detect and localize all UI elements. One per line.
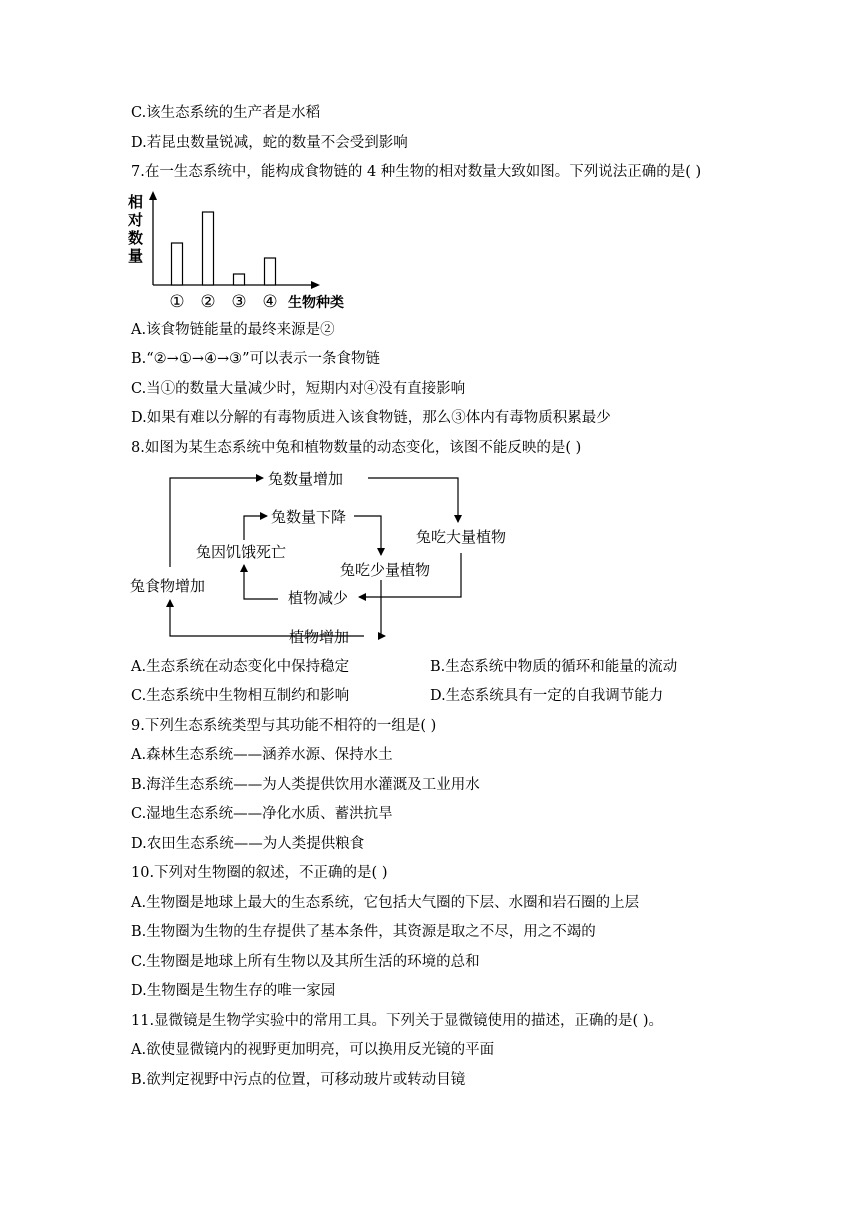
node-food-increase: 兔食物增加 <box>130 577 206 595</box>
bar-1 <box>172 243 183 285</box>
node-rabbit-increase: 兔数量增加 <box>268 470 344 488</box>
ylabel-char-3: 数 <box>128 229 144 247</box>
category-label-1: ① <box>169 292 185 312</box>
q7-bar-chart <box>128 190 368 315</box>
bar-4 <box>265 258 276 285</box>
q7-option-b: B.“②→①→④→③”可以表示一条食物链 <box>131 351 381 367</box>
q10-option-a: A.生物圈是地球上最大的生态系统，它包括大气圈的下层、水圈和岩石圈的上层 <box>131 895 640 911</box>
bar-2 <box>203 212 214 285</box>
q8-option-d: D.生态系统具有一定的自我调节能力 <box>430 688 664 704</box>
q11-option-b: B.欲判定视野中污点的位置，可移动玻片或转动目镜 <box>131 1072 466 1088</box>
node-rabbit-starve: 兔因饥饿死亡 <box>196 543 287 561</box>
q9-option-c: C.湿地生态系统——净化水质、蓄洪抗旱 <box>131 806 393 822</box>
q10-stem: 10.下列对生物圈的叙述，不正确的是( ) <box>131 865 388 881</box>
x-axis-label: 生物种类 <box>288 295 344 311</box>
x-axis-arrow <box>311 281 320 289</box>
q10-option-d: D.生物圈是生物生存的唯一家园 <box>131 983 336 999</box>
ylabel-char-4: 量 <box>128 247 144 265</box>
node-rabbit-eat-many: 兔吃大量植物 <box>416 528 507 546</box>
arrow-n7-to-n4 <box>244 565 278 599</box>
category-label-4: ④ <box>262 292 278 312</box>
arrow-n4-to-n3 <box>244 516 267 540</box>
q7-stem: 7.在一生态系统中，能构成食物链的 4 种生物的相对数量大致如图。下列说法正确的是( ) <box>131 164 702 180</box>
category-label-3: ③ <box>231 292 247 312</box>
arrow-n5-to-n8 <box>381 580 385 636</box>
q8-option-c: C.生态系统中生物相互制约和影响 <box>131 688 350 704</box>
q11-stem: 11.显微镜是生物学实验中的常用工具。下列关于显微镜使用的描述，正确的是( )。 <box>131 1013 663 1029</box>
q7-option-c: C.当①的数量大量减少时，短期内对④没有直接影响 <box>131 381 466 397</box>
y-axis-arrow <box>149 191 157 200</box>
q10-option-b: B.生物圈为生物的生存提供了基本条件，其资源是取之不尽，用之不竭的 <box>131 924 596 940</box>
q7-option-a: A.该食物链能量的最终来源是② <box>131 322 335 338</box>
node-rabbit-decrease: 兔数量下降 <box>271 508 347 526</box>
q8-cycle-diagram <box>128 465 528 655</box>
q9-stem: 9.下列生态系统类型与其功能不相符的一组是( ) <box>131 718 437 734</box>
ylabel-char-2: 对 <box>128 211 144 229</box>
q7-option-d: D.如果有难以分解的有毒物质进入该食物链，那么③体内有毒物质积累最少 <box>131 410 611 426</box>
q9-option-d: D.农田生态系统——为人类提供粮食 <box>131 836 365 852</box>
arrow-n3-to-n5 <box>354 516 381 555</box>
q9-option-a: A.森林生态系统——涵养水源、保持水土 <box>131 747 393 763</box>
q6-option-c: C.该生态系统的生产者是水稻 <box>131 105 321 121</box>
q11-option-a: A.欲使显微镜内的视野更加明亮，可以换用反光镜的平面 <box>131 1042 495 1058</box>
q10-option-c: C.生物圈是地球上所有生物以及其所生活的环境的总和 <box>131 954 480 970</box>
q8-stem: 8.如图为某生态系统中兔和植物数量的动态变化，该图不能反映的是( ) <box>131 440 582 456</box>
q8-option-b: B.生态系统中物质的循环和能量的流动 <box>430 659 678 675</box>
node-plant-decrease: 植物减少 <box>288 589 349 607</box>
bar-3 <box>234 274 245 285</box>
q9-option-b: B.海洋生态系统——为人类提供饮用水灌溉及工业用水 <box>131 777 480 793</box>
q6-option-d: D.若昆虫数量锐减，蛇的数量不会受到影响 <box>131 135 408 151</box>
node-rabbit-eat-few: 兔吃少量植物 <box>340 561 431 579</box>
node-plant-increase: 植物增加 <box>289 628 350 646</box>
q8-option-a: A.生态系统在动态变化中保持稳定 <box>131 659 350 675</box>
category-label-2: ② <box>200 292 216 312</box>
ylabel-char-1: 相 <box>128 193 144 211</box>
